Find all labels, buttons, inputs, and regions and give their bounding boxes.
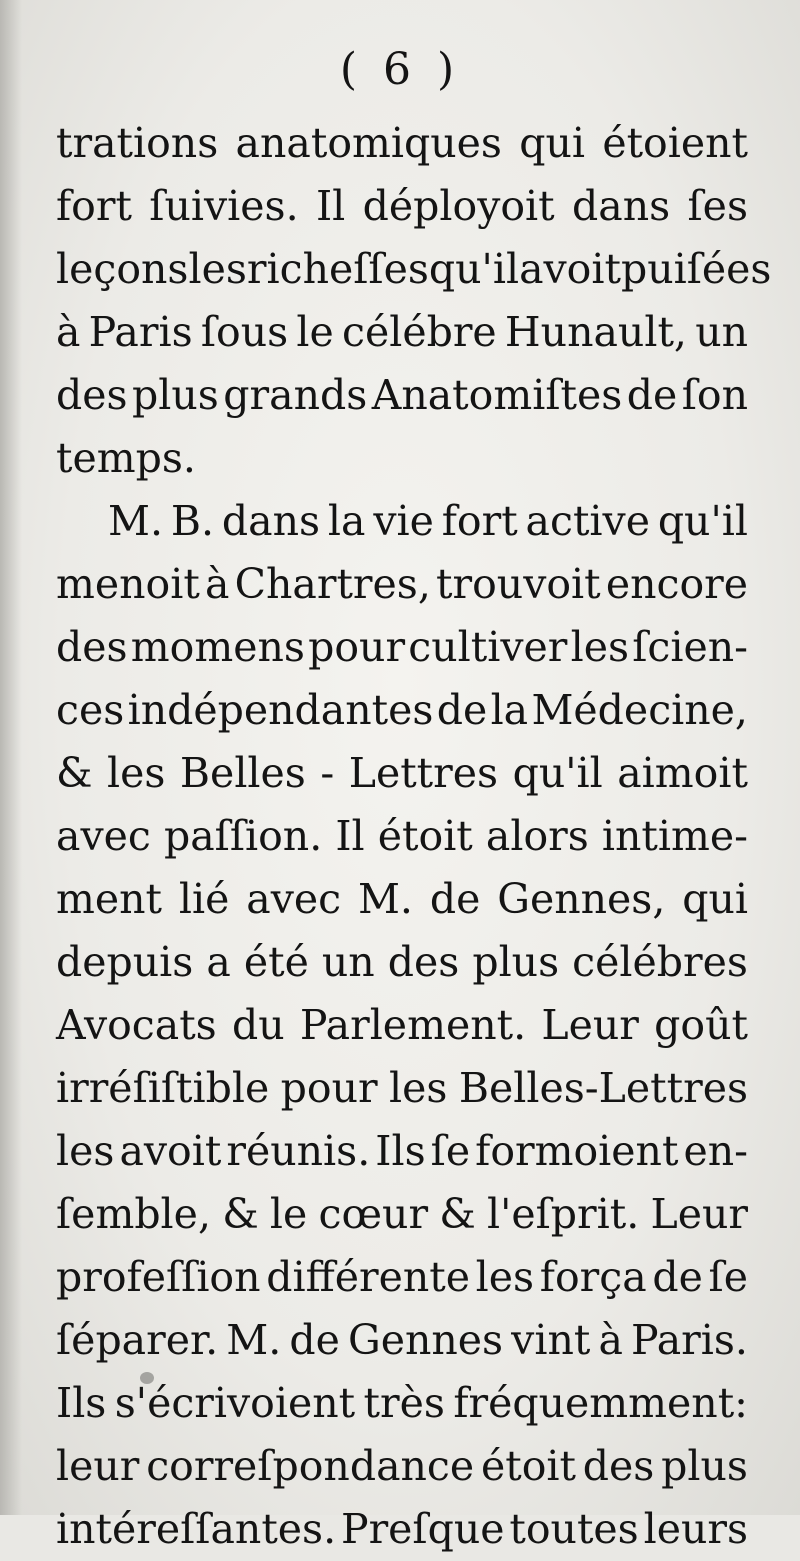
word: très xyxy=(363,1379,445,1427)
word: ſéparer. xyxy=(56,1316,219,1364)
word: du xyxy=(231,1001,285,1049)
text-line xyxy=(56,238,772,301)
word: Ils xyxy=(56,1379,107,1427)
word: les xyxy=(475,1253,535,1301)
word: fort xyxy=(441,497,518,545)
word: Ils xyxy=(375,1127,426,1175)
word: aimoit xyxy=(617,749,748,797)
word: un xyxy=(695,308,748,356)
word: Hunault, xyxy=(504,308,687,356)
word: réunis. xyxy=(226,1127,371,1175)
word: qui xyxy=(519,119,586,167)
word: dans xyxy=(572,182,671,230)
word: temps. xyxy=(56,434,196,482)
word: puiſées xyxy=(620,245,772,293)
word: célébre xyxy=(341,308,497,356)
word: Chartres, xyxy=(234,560,431,608)
word: qu'il xyxy=(512,749,603,797)
text-line xyxy=(56,1435,748,1498)
text-line xyxy=(56,868,748,931)
word: célébres xyxy=(572,938,748,986)
word: momens xyxy=(130,623,305,671)
word: la xyxy=(490,686,529,734)
ink-stain xyxy=(140,1372,154,1384)
text-line xyxy=(56,553,748,616)
word: Il xyxy=(315,182,346,230)
word: pour xyxy=(280,1064,378,1112)
text-line xyxy=(56,427,748,490)
word: Il xyxy=(335,812,365,860)
word: Preſque xyxy=(340,1505,505,1553)
word: paſſion. xyxy=(163,812,323,860)
word: leçons xyxy=(56,245,189,293)
word: les xyxy=(389,1064,448,1112)
word: richeſſes xyxy=(246,245,429,293)
word: étoient xyxy=(602,119,748,167)
word: Parlement. xyxy=(299,1001,527,1049)
word: irréſiſtible xyxy=(56,1064,270,1112)
word: Avocats xyxy=(56,1001,217,1049)
word: ſous xyxy=(200,308,289,356)
body-text xyxy=(56,112,772,1561)
word: des xyxy=(582,1442,655,1490)
word: Leur xyxy=(541,1001,639,1049)
word: B. xyxy=(170,497,215,545)
word: un xyxy=(321,938,375,986)
word: lié xyxy=(178,875,230,923)
word: ment xyxy=(56,875,163,923)
word: ſemble, xyxy=(56,1190,211,1238)
word: trouvoit xyxy=(436,560,601,608)
word: vint xyxy=(511,1316,591,1364)
word: étoit xyxy=(480,1442,576,1490)
word: de xyxy=(652,1253,703,1301)
word: M. xyxy=(226,1316,282,1364)
text-line xyxy=(56,679,748,742)
word: la xyxy=(327,497,366,545)
word: en- xyxy=(683,1127,748,1175)
page-number: ( 6 ) xyxy=(339,44,461,95)
word: intime- xyxy=(601,812,748,860)
word: Gennes xyxy=(347,1316,504,1364)
word: de xyxy=(289,1316,340,1364)
word: leur xyxy=(56,1442,140,1490)
text-line xyxy=(56,112,748,175)
word: indépendantes xyxy=(127,686,434,734)
word: anatomiques xyxy=(235,119,502,167)
word: fort xyxy=(56,182,132,230)
word: goût xyxy=(654,1001,748,1049)
word: active xyxy=(525,497,650,545)
word: plus xyxy=(132,371,219,419)
text-line xyxy=(56,301,748,364)
word: Médecine, xyxy=(531,686,748,734)
word: dans xyxy=(221,497,321,545)
word: alors xyxy=(485,812,589,860)
word: menoit xyxy=(56,560,200,608)
word: des xyxy=(56,623,128,671)
word: été xyxy=(243,938,309,986)
word: avec xyxy=(56,812,151,860)
word: de xyxy=(429,875,481,923)
word: Gennes, xyxy=(497,875,666,923)
text-line xyxy=(56,364,748,427)
word: s'écrivoient xyxy=(114,1379,356,1427)
word: qu'il xyxy=(428,245,520,293)
text-line xyxy=(56,1372,748,1435)
word: avoit xyxy=(119,1127,222,1175)
text-line xyxy=(56,616,748,679)
word: Belles xyxy=(179,749,306,797)
text-line xyxy=(56,1120,748,1183)
word: depuis xyxy=(56,938,194,986)
word: déployoit xyxy=(362,182,555,230)
word: de xyxy=(626,371,678,419)
text-line xyxy=(56,1309,748,1372)
word: vie xyxy=(373,497,434,545)
text-line xyxy=(56,1183,748,1246)
word: plus xyxy=(661,1442,748,1490)
text-line xyxy=(56,1057,748,1120)
word: des xyxy=(56,371,128,419)
word: les xyxy=(107,749,166,797)
word: Belles-Lettres xyxy=(458,1064,748,1112)
word: M. xyxy=(108,497,164,545)
text-line xyxy=(56,931,748,994)
word: ſuivies. xyxy=(149,182,299,230)
word: fréquemment: xyxy=(453,1379,748,1427)
word: & xyxy=(222,1190,259,1238)
word: trations xyxy=(56,119,219,167)
word: a xyxy=(206,938,231,986)
word: profeſſion xyxy=(56,1253,261,1301)
word: les xyxy=(188,245,247,293)
word: ſcien- xyxy=(632,623,748,671)
word: ſes xyxy=(687,182,748,230)
word: qu'il xyxy=(657,497,748,545)
word: l'eſprit. xyxy=(486,1190,640,1238)
word: les xyxy=(570,623,629,671)
text-line xyxy=(56,1498,748,1561)
word: leurs xyxy=(643,1505,748,1553)
word: le xyxy=(269,1190,308,1238)
word: força xyxy=(539,1253,647,1301)
word: différente xyxy=(266,1253,470,1301)
word: correſpondance xyxy=(146,1442,475,1490)
word: avec xyxy=(246,875,342,923)
word: qui xyxy=(682,875,748,923)
word: & xyxy=(56,749,93,797)
text-line xyxy=(56,805,748,868)
text-line xyxy=(56,490,748,553)
word: à xyxy=(598,1316,623,1364)
word: Paris xyxy=(88,308,193,356)
word: étoit xyxy=(377,812,473,860)
word: les xyxy=(56,1127,115,1175)
word: plus xyxy=(472,938,560,986)
word: des xyxy=(387,938,460,986)
word: à xyxy=(205,560,230,608)
word: encore xyxy=(605,560,748,608)
word: Paris. xyxy=(630,1316,748,1364)
word: à xyxy=(56,308,81,356)
word: formoient xyxy=(475,1127,679,1175)
word: toutes xyxy=(509,1505,639,1553)
text-line xyxy=(56,742,748,805)
word: avoit xyxy=(519,245,621,293)
word: ces xyxy=(56,686,125,734)
word: de xyxy=(436,686,488,734)
word: M. xyxy=(357,875,413,923)
word: cœur xyxy=(318,1190,429,1238)
word: Anatomiſtes xyxy=(371,371,623,419)
word: - xyxy=(320,749,335,797)
word: Leur xyxy=(650,1190,748,1238)
word: ſe xyxy=(430,1127,471,1175)
word: grands xyxy=(223,371,368,419)
text-line xyxy=(56,175,748,238)
word: ſe xyxy=(708,1253,748,1301)
word: intéreſſantes. xyxy=(56,1505,337,1553)
word: pour xyxy=(308,623,406,671)
text-line xyxy=(56,1246,748,1309)
word: cultiver xyxy=(408,623,568,671)
word: le xyxy=(296,308,334,356)
word: Lettres xyxy=(348,749,499,797)
word: ſon xyxy=(681,371,748,419)
word: & xyxy=(439,1190,476,1238)
text-line xyxy=(56,994,748,1057)
